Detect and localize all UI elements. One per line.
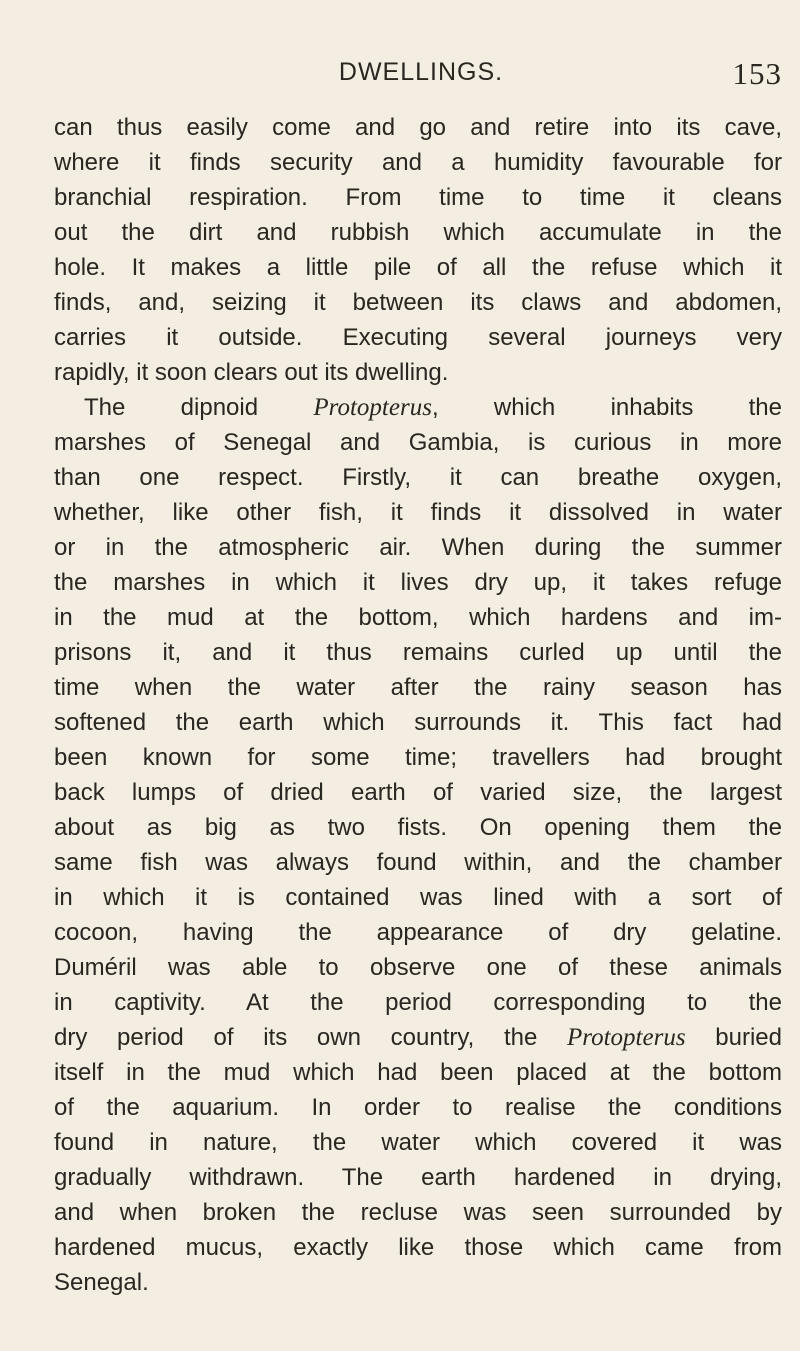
text-line: rapidly, it soon clears out its dwelling. xyxy=(54,359,449,386)
text-line: whether, like other fish, it finds it dissolved in water xyxy=(54,499,782,526)
text-line: Duméril was able to observe one of these animals xyxy=(54,954,782,981)
text-run: dry period of its own country, the xyxy=(54,1024,568,1051)
text-line: hardened mucus, exactly like those which came from xyxy=(54,1234,782,1261)
text-line: carries it outside. Executing several journeys very xyxy=(54,324,782,351)
text-line: about as big as two fists. On opening them the xyxy=(54,814,782,841)
text-line: of the aquarium. In order to realise the conditions xyxy=(54,1094,782,1121)
text-line: out the dirt and rubbish which accumulate in the xyxy=(54,219,782,246)
running-head xyxy=(60,58,782,98)
text-line: found in nature, the water which covered it was xyxy=(54,1129,782,1156)
text-line: branchial respiration. From time to time it cleans xyxy=(54,184,782,211)
text-line: and when broken the recluse was seen surrounded by xyxy=(54,1199,782,1226)
text-line: in the mud at the bottom, which hardens and im- xyxy=(54,604,782,631)
page-number: 153 xyxy=(732,56,782,91)
text-line: or in the atmospheric air. When during the summer xyxy=(54,534,782,561)
text-line: softened the earth which surrounds it. This fact had xyxy=(54,709,782,736)
text-line: back lumps of dried earth of varied size, the largest xyxy=(54,779,782,806)
chapter-title: DWELLINGS. xyxy=(338,58,504,86)
text-line: marshes of Senegal and Gambia, is curious in more xyxy=(54,429,782,456)
text-line: than one respect. Firstly, it can breathe oxygen, xyxy=(54,464,782,491)
text-line: hole. It makes a little pile of all the refuse which it xyxy=(54,254,782,281)
text-line: the marshes in which it lives dry up, it takes refuge xyxy=(54,569,782,596)
body-text xyxy=(54,110,782,1300)
text-line: time when the water after the rainy season has xyxy=(54,674,782,701)
text-line: in captivity. At the period corresponding to the xyxy=(54,989,782,1016)
text-line: can thus easily come and go and retire into its cave, xyxy=(54,114,782,141)
text-run: , which inhabits the xyxy=(431,394,783,421)
text-line: prisons it, and it thus remains curled up until the xyxy=(54,639,782,666)
text-run: buried xyxy=(685,1024,782,1051)
text-line: cocoon, having the appearance of dry gelatine. xyxy=(54,919,782,946)
text-line: been known for some time; travellers had brought xyxy=(54,744,782,771)
text-line: gradually withdrawn. The earth hardened in drying, xyxy=(54,1164,782,1191)
text-line xyxy=(54,1020,782,1055)
text-line: finds, and, seizing it between its claws and abdomen, xyxy=(54,289,782,316)
text-line xyxy=(54,390,782,425)
text-line: itself in the mud which had been placed at the bottom xyxy=(54,1059,782,1086)
species-name: Protopterus xyxy=(313,394,432,421)
text-line: Senegal. xyxy=(54,1269,149,1296)
text-run: The dipnoid xyxy=(84,394,314,421)
species-name: Protopterus xyxy=(567,1024,686,1051)
text-line: in which it is contained was lined with a sort of xyxy=(54,884,782,911)
text-line: where it finds security and a humidity favourable for xyxy=(54,149,782,176)
text-line: same fish was always found within, and the chamber xyxy=(54,849,782,876)
